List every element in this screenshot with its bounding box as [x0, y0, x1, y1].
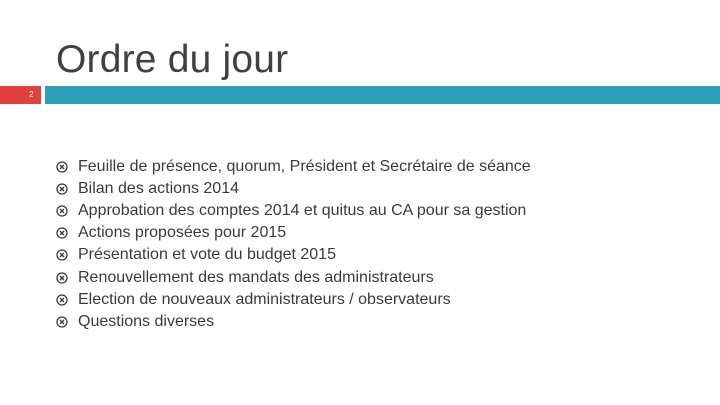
- agenda-item: [56, 289, 531, 311]
- agenda-item-text: Renouvellement des mandats des administrateurs: [78, 268, 434, 286]
- agenda-item-text: Approbation des comptes 2014 et quitus au CA pour sa gestion: [78, 202, 527, 220]
- circled-x-icon: [56, 249, 68, 261]
- agenda-item: [56, 156, 531, 178]
- agenda-item-text: Actions proposées pour 2015: [78, 224, 287, 242]
- agenda-item: [56, 311, 531, 333]
- agenda-list: [56, 156, 531, 333]
- circled-x-icon: [56, 294, 68, 306]
- agenda-item-text: Questions diverses: [78, 312, 215, 330]
- agenda-item-text: Feuille de présence, quorum, Président et Secrétaire de séance: [78, 158, 531, 176]
- circled-x-icon: [56, 205, 68, 217]
- agenda-item: [56, 200, 531, 222]
- agenda-item-text: Bilan des actions 2014: [78, 180, 239, 198]
- agenda-item: [56, 222, 531, 244]
- agenda-item: [56, 266, 531, 288]
- circled-x-icon: [56, 227, 68, 239]
- slide-title: Ordre du jour: [56, 38, 289, 81]
- circled-x-icon: [56, 183, 68, 195]
- slide-number: 2: [29, 90, 34, 99]
- agenda-item-text: Présentation et vote du budget 2015: [78, 246, 336, 264]
- header-bar-blue: [45, 86, 720, 104]
- circled-x-icon: [56, 161, 68, 173]
- header-bar-red: [0, 86, 41, 104]
- agenda-item: [56, 244, 531, 266]
- agenda-item: [56, 178, 531, 200]
- circled-x-icon: [56, 272, 68, 284]
- circled-x-icon: [56, 316, 68, 328]
- agenda-item-text: Election de nouveaux administrateurs / observateurs: [78, 290, 451, 308]
